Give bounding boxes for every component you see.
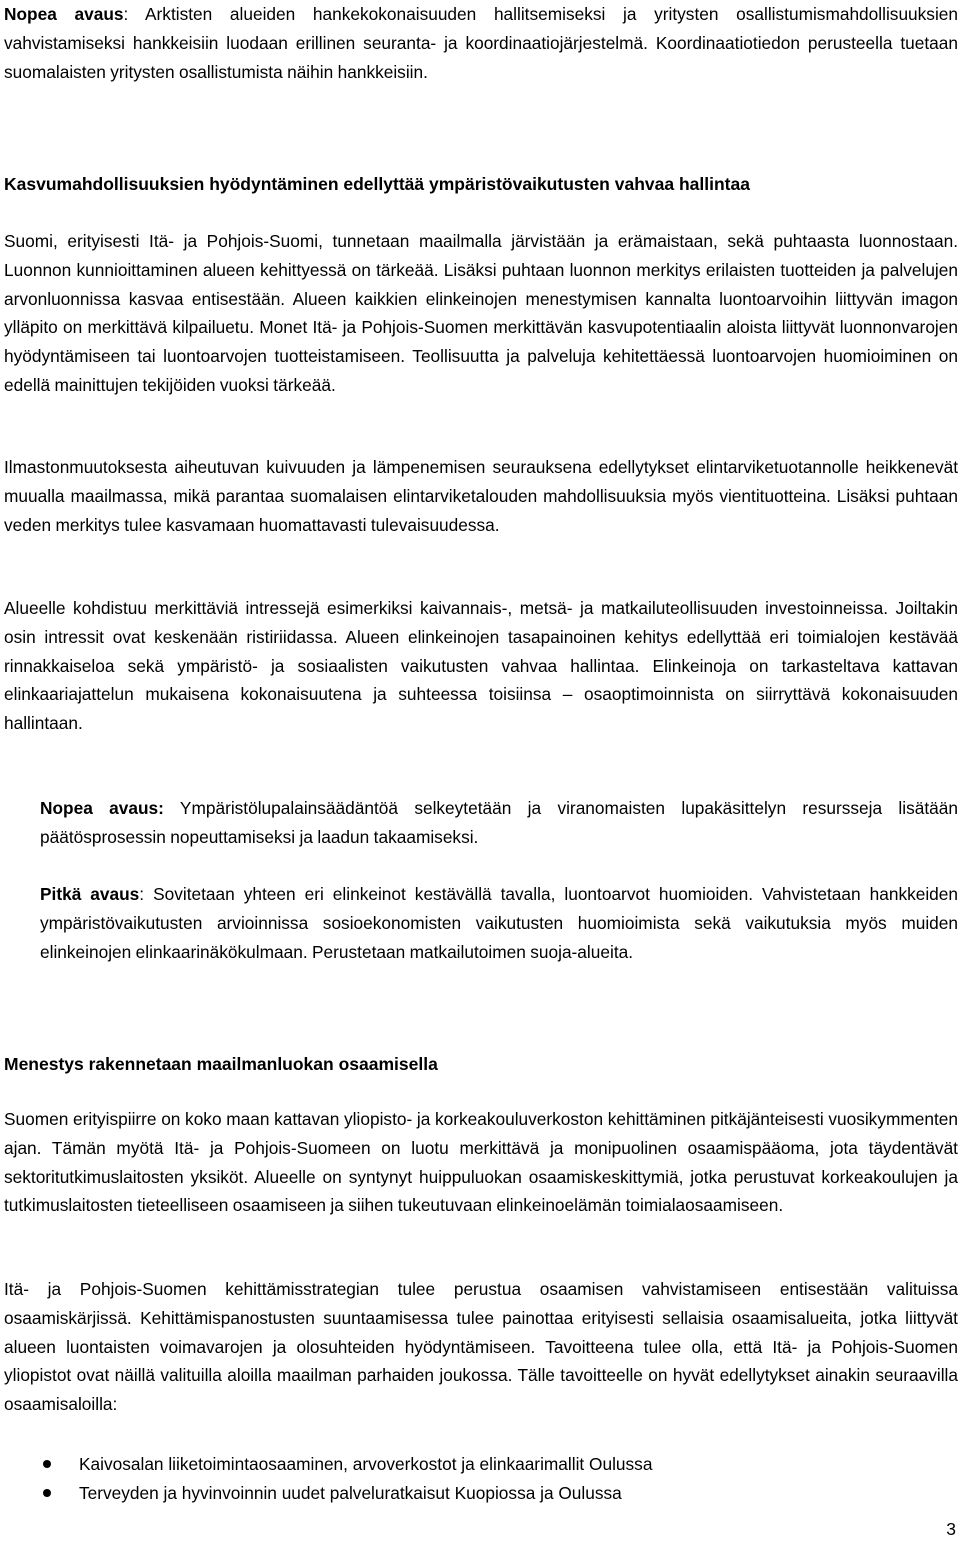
paragraph-intressit: Alueelle kohdistuu merkittäviä intressejä esimerkiksi kaivannais-, metsä- ja matkailuteollisuuden investoinneissa. Joiltakin osin intressit ovat keskenään ristiriidassa. Alueen elinkeinojen tasapainoinen kehitys edellyttää eri toimialojen kestävää rinnakkaiseloa sekä ympäristö- ja sosiaalisten vaikutusten vahvaa hallintaa. Elinkeinoja on tarkasteltava kattavan elinkaariajattelun mukaisena kokonaisuutena ja suhteessa toisiinsa – osaoptimoinnista on siirryttävä kokonaisuuden hallintaan. bbox=[4, 598, 958, 734]
paragraph-nopea-avaus-ymparistolupa bbox=[40, 794, 958, 852]
paragraph-pitka-avaus bbox=[40, 880, 958, 966]
section-heading-osaaminen: Menestys rakennetaan maailmanluokan osaamisella bbox=[4, 1054, 438, 1074]
paragraph-kehittamisstrategia: Itä- ja Pohjois-Suomen kehittämisstrategian tulee perustua osaamisen vahvistamiseen entisestään valituissa osaamiskärjissä. Kehittämispanostusten suuntaamisessa tulee painottaa erityisesti sellaisia osaamisalueita, jotka liittyvät alueen luontaisten voimavarojen ja olosuhteiden hyödyntämiseen. Tavoitteena tulee olla, että Itä- ja Pohjois-Suomen yliopistot ovat näillä valituilla aloilla maailman parhaiden joukossa. Tälle tavoitteelle on hyvät edellytykset ainakin seuraavilla osaamisaloilla: bbox=[4, 1279, 958, 1415]
paragraph-puhdas-luonto: Suomi, erityisesti Itä- ja Pohjois-Suomi, tunnetaan maailmalla järvistään ja erämaistaan, sekä puhtaasta luonnostaan. Luonnon kunnioittaminen alueen kehittyessä on tärkeää. Lisäksi puhtaan luonnon merkitys erilaisten tuotteiden ja palvelujen arvonluonnissa kasvaa entisestään. Alueen kaikkien elinkeinojen menestymisen kannalta luontoarvoihin liittyvän imagon ylläpito on merkittävä kilpailuetu. Monet Itä- ja Pohjois-Suomen merkittävän kasvupotentiaalin aloista liittyvät luonnonvarojen hyödyntämiseen tai luontoarvojen tuotteistamiseen. Teollisuutta ja palveluja kehitettäessä luontoarvojen huomioiminen on edellä mainittujen tekijöiden vuoksi tärkeää. bbox=[4, 231, 958, 395]
paragraph-text: Arktisten alueiden hankekokonaisuuden hallitsemiseksi ja yritysten osallistumismahdollisuuksien vahvistamiseksi hankkeisiin luodaan erillinen seuranta- ja koordinaatiojärjestelmä. Koordinaatiotiedon perusteella tuetaan suomalaisten yritysten osallistumista näihin hankkeisiin. bbox=[4, 4, 959, 82]
lead-label: Pitkä avaus bbox=[40, 884, 140, 904]
paragraph-text: Sovitetaan yhteen eri elinkeinot kestävällä tavalla, luontoarvot huomioiden. Vahvistetaan hankkeiden ympäristövaikutusten arvioinnissa sosioekonomisten vaikutusten huomioimista sekä vaikutuksia myös muiden elinkeinojen elinkaarinäkökulmaan. Perustetaan matkailutoimen suoja-alueita. bbox=[40, 884, 959, 962]
paragraph-nopea-avaus-koordinaatio bbox=[4, 0, 958, 86]
lead-label: Nopea avaus bbox=[4, 4, 124, 24]
list-item bbox=[0, 1450, 958, 1479]
bullet-list bbox=[0, 1450, 958, 1508]
paragraph-text: Ympäristölupalainsäädäntöä selkeytetään ja viranomaisten lupakäsittelyn resursseja lisätään päätösprosessin nopeuttamiseksi ja laadun takaamiseksi. bbox=[40, 798, 958, 847]
lead-label: Nopea avaus: bbox=[40, 798, 164, 818]
list-item bbox=[0, 1479, 958, 1508]
paragraph-ilmastonmuutos: Ilmastonmuutoksesta aiheutuvan kuivuuden ja lämpenemisen seurauksena edellytykset elintarviketuotannolle heikkenevät muualla maailmassa, mikä parantaa suomalaisen elintarviketalouden mahdollisuuksia myös vientituotteina. Lisäksi puhtaan veden merkitys tulee kasvamaan huomattavasti tulevaisuudessa. bbox=[4, 457, 958, 535]
lead-separator bbox=[164, 798, 180, 818]
bullet-icon bbox=[43, 1489, 51, 1497]
lead-separator: : bbox=[123, 4, 146, 24]
list-item-text: Terveyden ja hyvinvoinnin uudet palveluratkaisut Kuopiossa ja Oulussa bbox=[79, 1483, 622, 1503]
bullet-icon bbox=[43, 1460, 51, 1468]
page-number: 3 bbox=[946, 1519, 956, 1539]
paragraph-yliopistoverkosto: Suomen erityispiirre on koko maan kattavan yliopisto- ja korkeakouluverkoston kehittäminen pitkäjänteisesti vuosikymmenten ajan. Tämän myötä Itä- ja Pohjois-Suomeen on luotu merkittävä ja monipuolinen osaamispääoma, jota täydentävät sektoritutkimuslaitosten yksiköt. Alueelle on syntynyt huippuluokan osaamiskeskittymiä, jotka perustuvat korkeakoulujen ja tutkimuslaitosten tieteelliseen osaamiseen ja siihen tukeutuvaan elinkeinoelämän toimialaosaamiseen. bbox=[4, 1109, 958, 1216]
list-item-text: Kaivosalan liiketoimintaosaaminen, arvoverkostot ja elinkaarimallit Oulussa bbox=[79, 1454, 653, 1474]
section-heading-ymparistovaikutukset: Kasvumahdollisuuksien hyödyntäminen edellyttää ympäristövaikutusten vahvaa hallintaa bbox=[4, 174, 750, 194]
lead-separator: : bbox=[139, 884, 154, 904]
